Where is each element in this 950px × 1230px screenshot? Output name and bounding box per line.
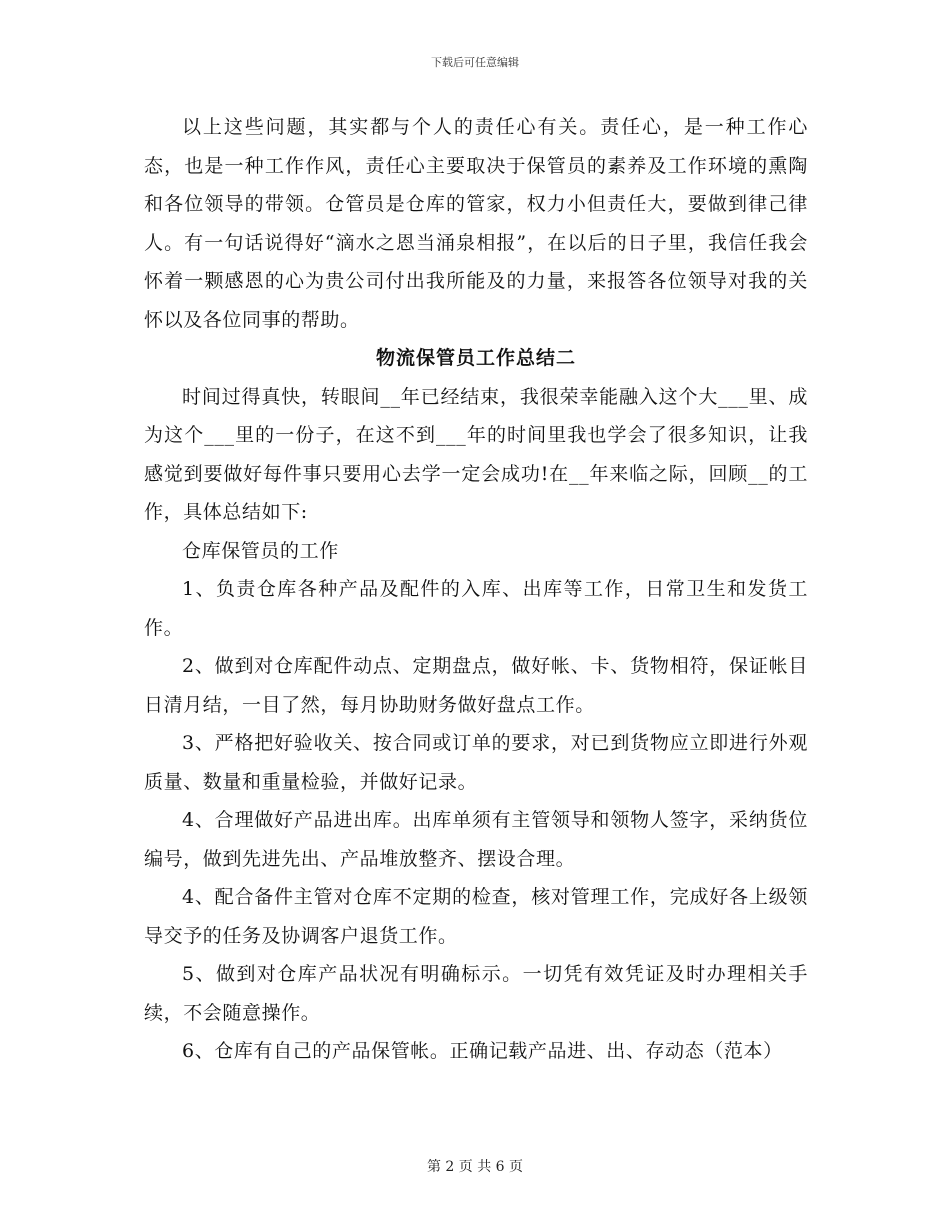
section-title: 物流保管员工作总结二 <box>375 347 576 369</box>
list-item: 1、负责仓库各种产品及配件的入库、出库等工作，日常卫生和发货工作。 <box>144 578 808 639</box>
paragraph-responsibility: 以上这些问题，其实都与个人的责任心有关。责任心，是一种工作心态，也是一种工作作风，责任心主要取决于保管员的素养及工作环境的熏陶和各位领导的带领。仓管员是仓库的管家，权力小但责任大，要做到律己律人。有一句话说得好“滴水之恩当涌泉相报”，在以后的日子里，我信任我会怀着一颗感恩的心为贵公司付出我所能及的力量，来报答各位领导对我的关怀以及各位同事的帮助。 <box>144 116 808 331</box>
list-item: 4、合理做好产品进出库。出库单须有主管领导和领物人签字，采纳货位编号，做到先进先出、产品堆放整齐、摆设合理。 <box>144 809 808 870</box>
paragraph-intro: 时间过得真快，转眼间__年已经结束，我很荣幸能融入这个大___里、成为这个___里的一份子，在这不到___年的时间里我也学会了很多知识，让我感觉到要做好每件事只要用心去学一定会成功!在__年来临之际，回顾__的工作，具体总结如下: <box>144 385 808 523</box>
document-body <box>144 108 808 1071</box>
page-footer: 第 2 页 共 6 页 <box>426 1159 524 1175</box>
list-item: 4、配合备件主管对仓库不定期的检查，核对管理工作，完成好各上级领导交予的任务及协调客户退货工作。 <box>144 886 808 947</box>
list-item: 2、做到对仓库配件动点、定期盘点，做好帐、卡、货物相符，保证帐目日清月结，一目了然，每月协助财务做好盘点工作。 <box>144 655 808 716</box>
list-item: 6、仓库有自己的产品保管帐。正确记载产品进、出、存动态（范本） <box>182 1040 783 1062</box>
list-item: 5、做到对仓库产品状况有明确标示。一切凭有效凭证及时办理相关手续，不会随意操作。 <box>144 963 808 1024</box>
paragraph-subheading: 仓库保管员的工作 <box>182 539 339 562</box>
page-header: 下载后可任意编辑 <box>431 56 519 69</box>
list-item: 3、严格把好验收关、按合同或订单的要求，对已到货物应立即进行外观质量、数量和重量检验，并做好记录。 <box>144 732 808 793</box>
